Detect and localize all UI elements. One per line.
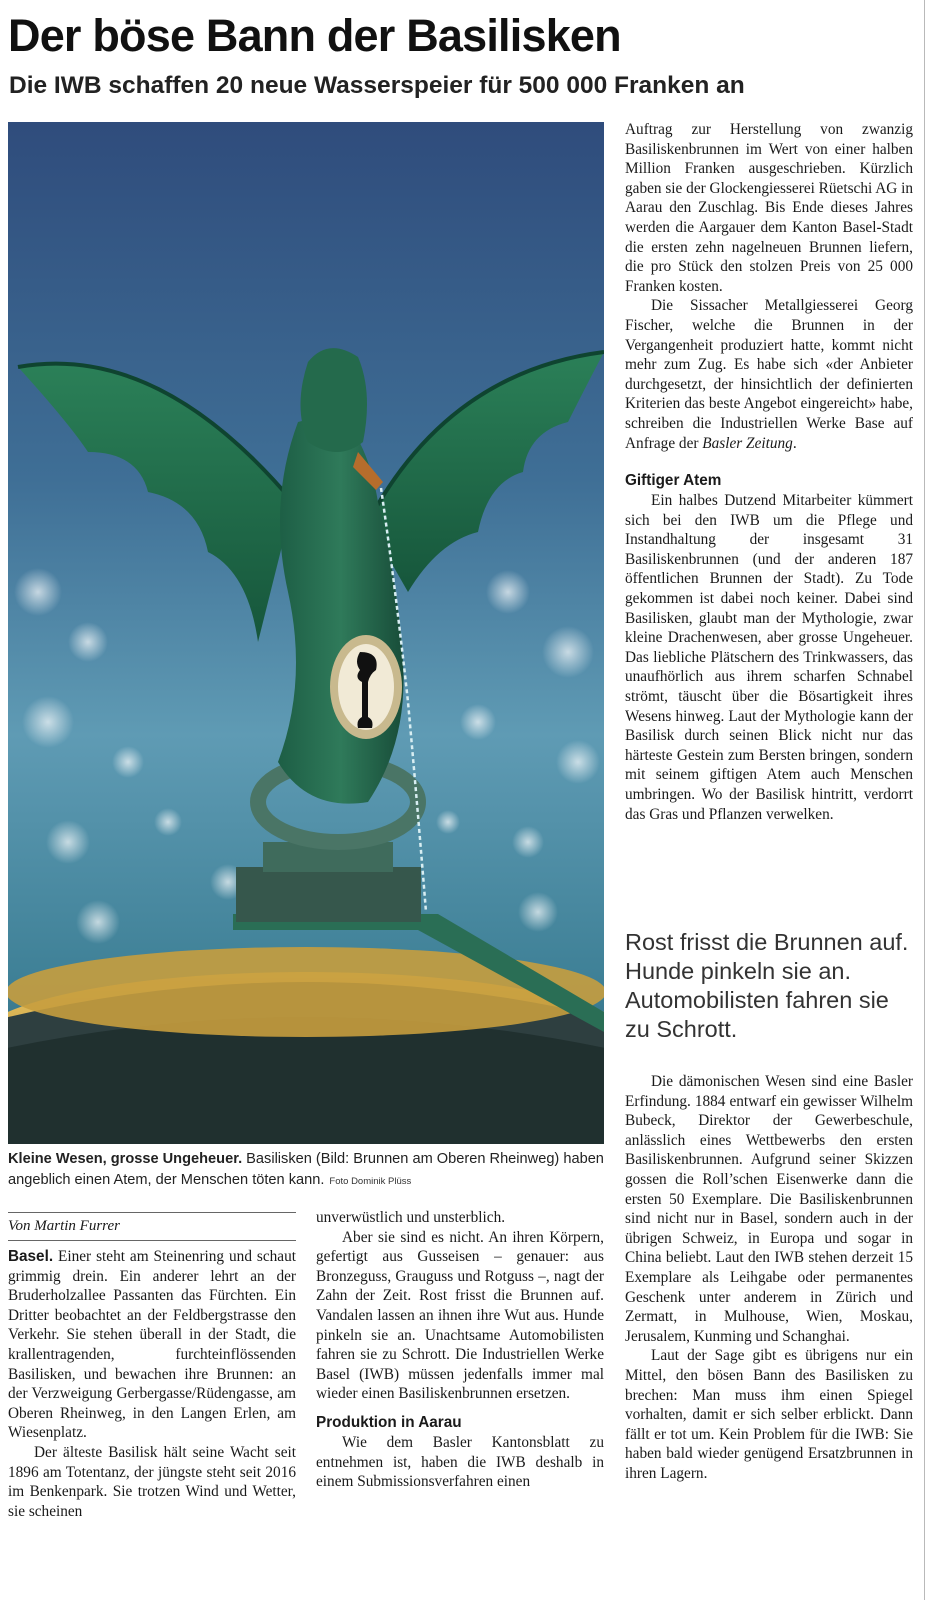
section-heading: Produktion in Aarau bbox=[316, 1413, 462, 1431]
paragraph-text: Die Sissacher Metallgiesserei Georg Fischer, welche die Brunnen in der Vergangenheit produziert hatte, kommt nicht mehr zum Zug. Es habe sich «der Anbieter durchgesetzt, der hinsichtlich der definierten Kriterien das beste Angebot eingereicht» habe, schreiben die Industriellen Werke Base auf Anfrage der bbox=[625, 297, 913, 452]
photo-credit: Foto Dominik Plüss bbox=[329, 1176, 412, 1187]
column-3 bbox=[625, 120, 913, 824]
intro-text: Einer steht am Steinenring und schaut grimmig drein. Ein anderer lehrt an der Bruderholzallee Passanten das Fürchten. Ein Dritter beobachtet an der Feldbergstrasse den Verkehr. Sie stehen überall in der Stadt, die krallentragenden, furchteinflössenden Basilisken, und bewachen ihre Brunnen: an der Verzweigung Gerbergasse/Rüdengasse, am Oberen Rheinweg, in den Langen Erlen, am Wiesenplatz. bbox=[8, 1248, 296, 1442]
paragraph: Aber sie sind es nicht. An ihren Körpern, gefertigt aus Gusseisen – genauer: aus Bronzeguss, Grauguss und Rotguss –, nagt der Zahn der Zeit. Rost frisst die Brunnen auf. Vandalen lassen an ihnen ihre Wut aus. Hunde pinkeln sie an. Unachtsame Automobilisten fahren sie zu Schrott. Die Industriellen Werke Basel (IWB) müssen jedenfalls immer mal wieder einen Basiliskenbrunnen ersetzen. bbox=[316, 1228, 604, 1403]
column-2 bbox=[316, 1208, 604, 1492]
headline: Der böse Bann der Basilisken bbox=[8, 10, 621, 61]
paragraph: Die dämonischen Wesen sind eine Basler Erfindung. 1884 entwarf ein gewisser Wilhelm Bubeck, Direktor der Gewerbeschule, anlässlich eines Wettbewerbs den ersten Basiliskenbrunnen. Aufgrund seiner Skizzen gossen die Roll’schen Eisenwerke dann die ersten 50 Exemplare. Die Basiliskenbrunnen sind nicht nur in Basel, sondern auch in der übrigen Schweiz, in Europa und sogar in China beliebt. Laut den IWB stehen derzeit 15 Exemplare als Leihgabe oder permanentes Geschenk unter anderem in Zürich und Zermatt, in Mulhouse, Wien, Moskau, Jerusalem, Kunming und Schanghai. bbox=[625, 1073, 913, 1345]
paragraph bbox=[625, 296, 913, 453]
paragraph: Laut der Sage gibt es übrigens nur ein Mittel, den bösen Bann des Basilisken zu brechen: Man muss ihm einen Spiegel vorhalten, damit er sich selber erblickt. Dann fällt er tot um. Kein Problem für die IWB: Sie haben bald wieder genügend Ersatzbrunnen in ihren Lagern. bbox=[625, 1347, 913, 1482]
caption-text: Basilisken (Bild: Brunnen am Oberen Rheinweg) haben angeblich einen Atem, der Menschen töten kann. bbox=[8, 1151, 604, 1188]
paragraph: Wie dem Basler Kantonsblatt zu entnehmen ist, haben die IWB deshalb in einem Submissionsverfahren einen bbox=[316, 1433, 604, 1491]
paragraph: Der älteste Basilisk hält seine Wacht seit 1896 am Totentanz, der jüngste steht seit 2016 im Benkenpark. Sie trotzen Wind und Wetter, sie scheinen bbox=[8, 1443, 296, 1520]
page-right-rule bbox=[924, 0, 925, 1600]
byline-bottom-rule bbox=[8, 1240, 296, 1241]
byline: Von Martin Furrer bbox=[8, 1218, 120, 1234]
paragraph: Ein halbes Dutzend Mitarbeiter kümmert sich bei den IWB um die Pflege und Instandhaltung der insgesamt 31 Basiliskenbrunnen (und der anderen 187 öffentlichen Brunnen der Stadt). Zu Tode gekommen ist dabei noch keiner. Dabei sind Basilisken, glaubt man der Mythologie, zwar kleine Drachenwesen, aber grosse Ungeheuer. Das liebliche Plätschern des Trinkwassers, das unaufhörlich aus ihrem scharfen Schnabel strömt, täuscht über die Bösartigkeit ihres Wesens hinweg. Laut der Mythologie kann der Basilisk durch seinen Blick nicht nur das härteste Gestein zum Bersten bringen, sondern mit seinem giftigen Atem auch Menschen umbringen. Wo der Basilisk hintritt, verdorrt das Gras und Pflanzen verwelken. bbox=[625, 492, 913, 823]
paragraph-end: . bbox=[792, 434, 797, 452]
subheadline: Die IWB schaffen 20 neue Wasserspeier für 500 000 Franken an bbox=[9, 72, 745, 99]
column-1 bbox=[8, 1247, 296, 1521]
paragraph: Auftrag zur Herstellung von zwanzig Basiliskenbrunnen im Wert von einer halben Million Franken ausgeschrieben. Kürzlich gaben sie der Glockengiesserei Rüetschi AG in Aarau den Zuschlag. Bis Ende dieses Jahres werden die Aargauer dem Kanton Basel-Stadt die ersten zehn nagelneuen Brunnen liefern, die pro Stück den stolzen Preis von 25 000 Franken kosten. bbox=[625, 121, 914, 295]
dateline: Basel. bbox=[8, 1248, 54, 1265]
pull-quote: Rost frisst die Brunnen auf. Hunde pinkeln sie an. Automobilisten fahren sie zu Schrott. bbox=[625, 929, 909, 1042]
column-3-continued bbox=[625, 1072, 913, 1483]
photo-caption bbox=[8, 1149, 604, 1192]
caption-title: Kleine Wesen, grosse Ungeheuer. bbox=[8, 1151, 243, 1167]
byline-block bbox=[8, 1212, 296, 1241]
basilisk-fountain-photo bbox=[8, 122, 604, 1144]
paragraph: unverwüstlich und unsterblich. bbox=[316, 1209, 506, 1226]
newspaper-name: Basler Zeitung bbox=[702, 434, 793, 452]
paragraph-intro bbox=[8, 1247, 296, 1443]
section-heading: Giftiger Atem bbox=[625, 472, 722, 490]
